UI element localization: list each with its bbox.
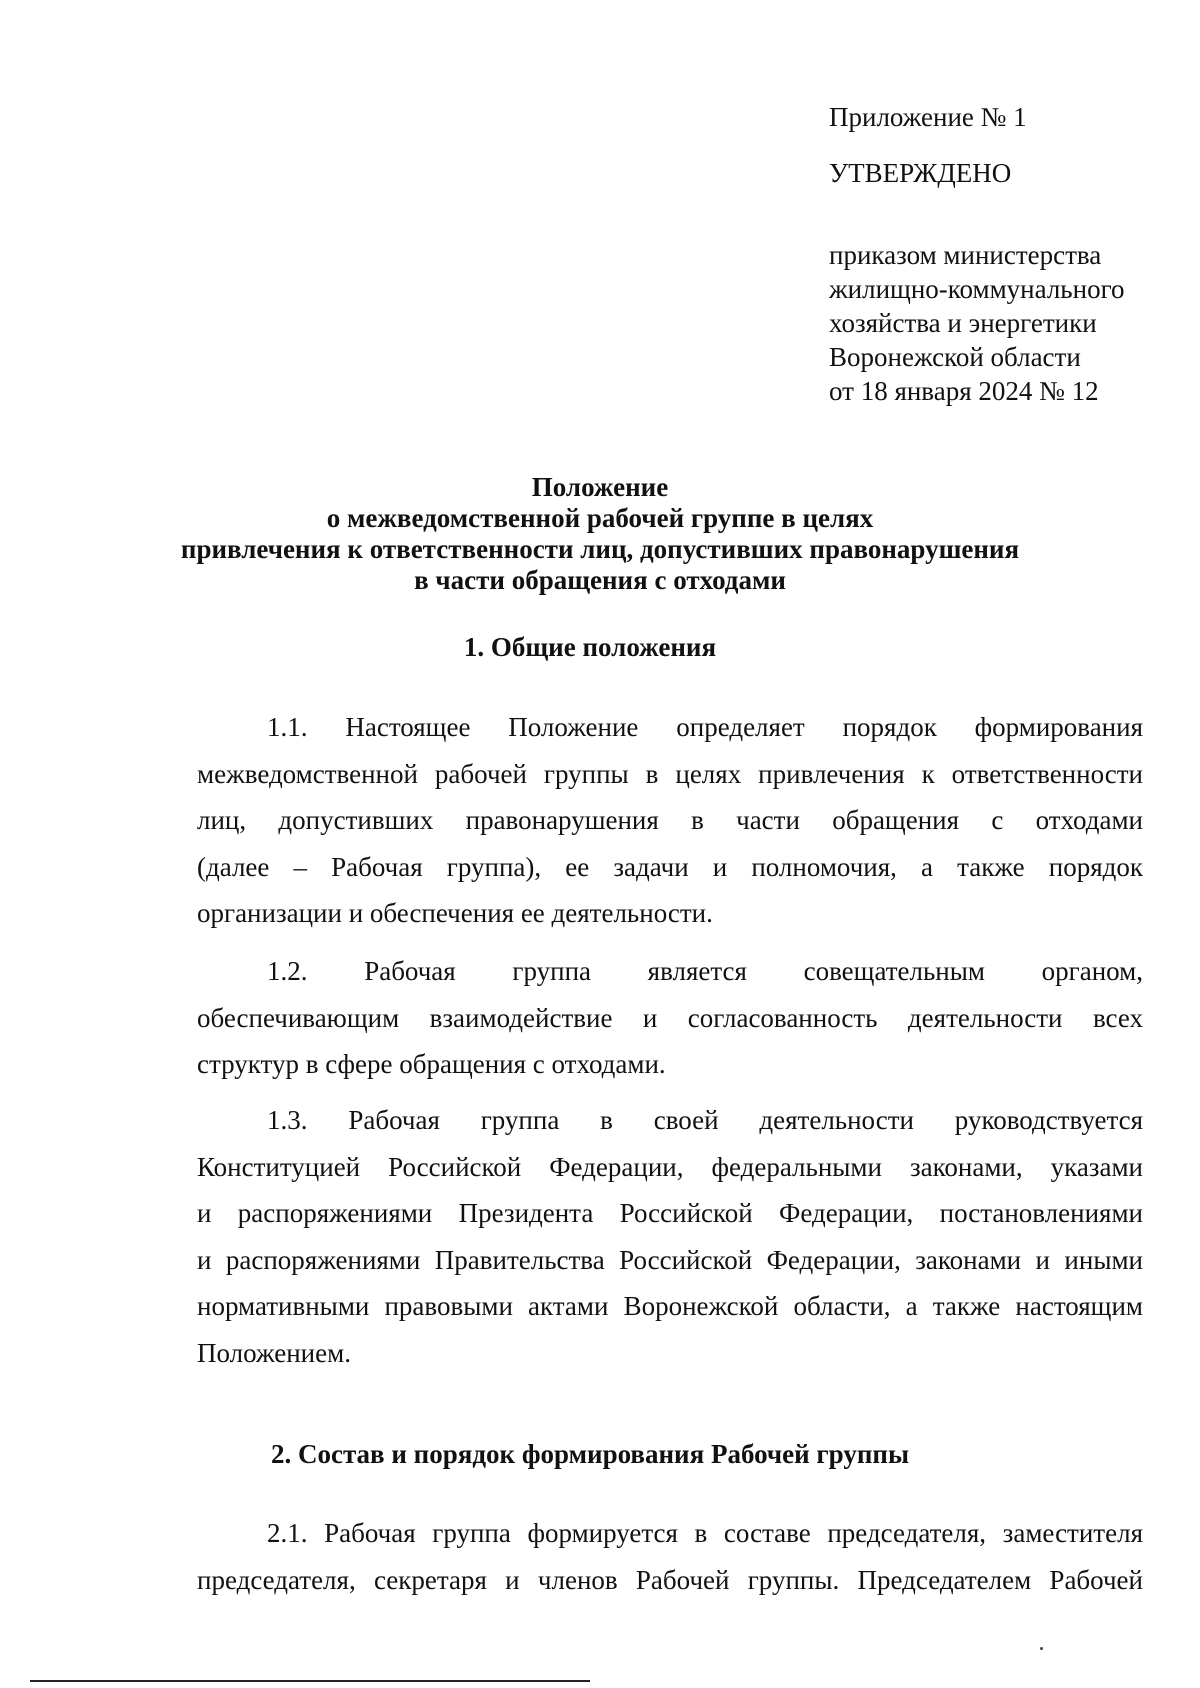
text-line: и распоряжениями Президента Российской Федерации, постановлениями (197, 1198, 1143, 1228)
text-line: и распоряжениями Правительства Российской Федерации, законами и иными (197, 1244, 1143, 1275)
order-line: хозяйства и энергетики (829, 308, 1097, 338)
text-line: 2.1. Рабочая группа формируется в составе председателя, заместителя (267, 1518, 1143, 1548)
title-line: в части обращения с отходами (414, 565, 786, 595)
text-line: лиц, допустивших правонарушения в части обращения с отходами (197, 805, 1143, 835)
order-line: жилищно-коммунального (829, 274, 1125, 304)
text-line: организации и обеспечения ее деятельности. (197, 898, 713, 928)
appendix-block (829, 100, 1159, 408)
appendix-label: Приложение № 1 (829, 102, 1027, 132)
text-line: Конституцией Российской Федерации, федеральными законами, указами (197, 1151, 1143, 1182)
scan-edge-line (30, 1680, 590, 1682)
paragraph-1-3 (197, 1097, 1143, 1376)
text-line: нормативными правовыми актами Воронежской области, а также настоящим (197, 1291, 1143, 1321)
text-line: межведомственной рабочей группы в целях привлечения к ответственности (197, 758, 1143, 789)
approval-order (829, 238, 1159, 408)
paragraph-2-1 (197, 1510, 1143, 1603)
text-line: структур в сфере обращения с отходами. (197, 1049, 666, 1079)
title-line: Положение (531, 472, 669, 502)
title-line: привлечения к ответственности лиц, допустивших правонарушения (180, 534, 1020, 564)
section-2-heading: 2. Состав и порядок формирования Рабочей группы (270, 1439, 910, 1469)
text-line: (далее – Рабочая группа), ее задачи и полномочия, а также порядок (197, 851, 1143, 882)
text-line: Положением. (197, 1337, 351, 1368)
title-line: о межведомственной рабочей группе в целях (326, 503, 874, 533)
order-line: от 18 января 2024 № 12 (829, 376, 1099, 406)
scan-speck (1040, 1647, 1043, 1650)
text-line: 1.3. Рабочая группа в своей деятельности руководствуется (267, 1105, 1143, 1135)
approval-stamp-text: УТВЕРЖДЕНО (829, 158, 1012, 188)
paragraph-1-1 (197, 704, 1143, 937)
section-1-heading: 1. Общие положения (463, 632, 717, 662)
text-line: председателя, секретаря и членов Рабочей группы. Председателем Рабочей (197, 1564, 1143, 1595)
order-line: Воронежской области (829, 342, 1081, 372)
document-title (150, 472, 1050, 596)
paragraph-1-2 (197, 948, 1143, 1088)
order-line: приказом министерства (829, 240, 1102, 270)
text-line: обеспечивающим взаимодействие и согласованность деятельности всех (197, 1002, 1143, 1033)
text-line: 1.2. Рабочая группа является совещательным органом, (267, 956, 1143, 986)
text-line: 1.1. Настоящее Положение определяет порядок формирования (267, 712, 1143, 742)
